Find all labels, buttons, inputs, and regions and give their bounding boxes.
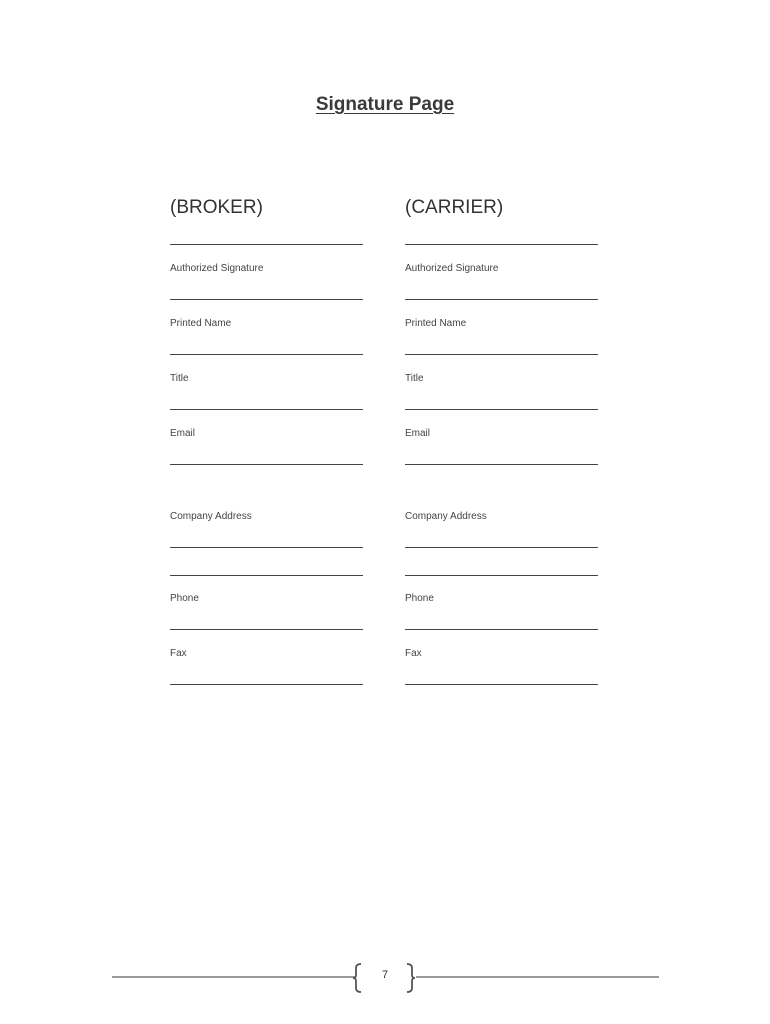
broker-company-address-line-1[interactable]	[170, 547, 363, 548]
carrier-phone-label: Phone	[405, 593, 434, 604]
carrier-company-address-line-2[interactable]	[405, 575, 598, 576]
carrier-fax-label: Fax	[405, 648, 422, 659]
right-brace-icon	[406, 963, 416, 993]
page-title: Signature Page	[315, 94, 455, 115]
broker-extra-line[interactable]	[170, 464, 363, 465]
carrier-company-address-line-1[interactable]	[405, 547, 598, 548]
carrier-heading: (CARRIER)	[405, 197, 504, 218]
carrier-authorized-signature-label: Authorized Signature	[405, 263, 499, 274]
broker-company-address-label: Company Address	[170, 511, 252, 522]
broker-title-label: Title	[170, 373, 189, 384]
broker-heading: (BROKER)	[170, 197, 263, 218]
broker-email-label: Email	[170, 428, 196, 439]
carrier-fax-line[interactable]	[405, 684, 598, 685]
broker-fax-label: Fax	[170, 648, 187, 659]
carrier-title-line[interactable]	[405, 354, 598, 355]
broker-printed-name-line[interactable]	[170, 299, 363, 300]
carrier-authorized-signature-line[interactable]	[405, 244, 598, 245]
left-brace-icon	[352, 963, 362, 993]
broker-company-address-line-2[interactable]	[170, 575, 363, 576]
broker-phone-label: Phone	[170, 593, 199, 604]
carrier-extra-line[interactable]	[405, 464, 598, 465]
broker-title-line[interactable]	[170, 354, 363, 355]
broker-authorized-signature-line[interactable]	[170, 244, 363, 245]
page-number: 7	[381, 969, 389, 981]
broker-phone-line[interactable]	[170, 629, 363, 630]
footer-rule-right	[416, 976, 659, 978]
broker-email-line[interactable]	[170, 409, 363, 410]
carrier-title-label: Title	[405, 373, 424, 384]
carrier-phone-line[interactable]	[405, 629, 598, 630]
broker-fax-line[interactable]	[170, 684, 363, 685]
footer-rule-left	[112, 976, 356, 978]
carrier-printed-name-label: Printed Name	[405, 318, 467, 329]
broker-authorized-signature-label: Authorized Signature	[170, 263, 264, 274]
carrier-printed-name-line[interactable]	[405, 299, 598, 300]
carrier-email-line[interactable]	[405, 409, 598, 410]
broker-printed-name-label: Printed Name	[170, 318, 232, 329]
carrier-company-address-label: Company Address	[405, 511, 487, 522]
carrier-email-label: Email	[405, 428, 431, 439]
